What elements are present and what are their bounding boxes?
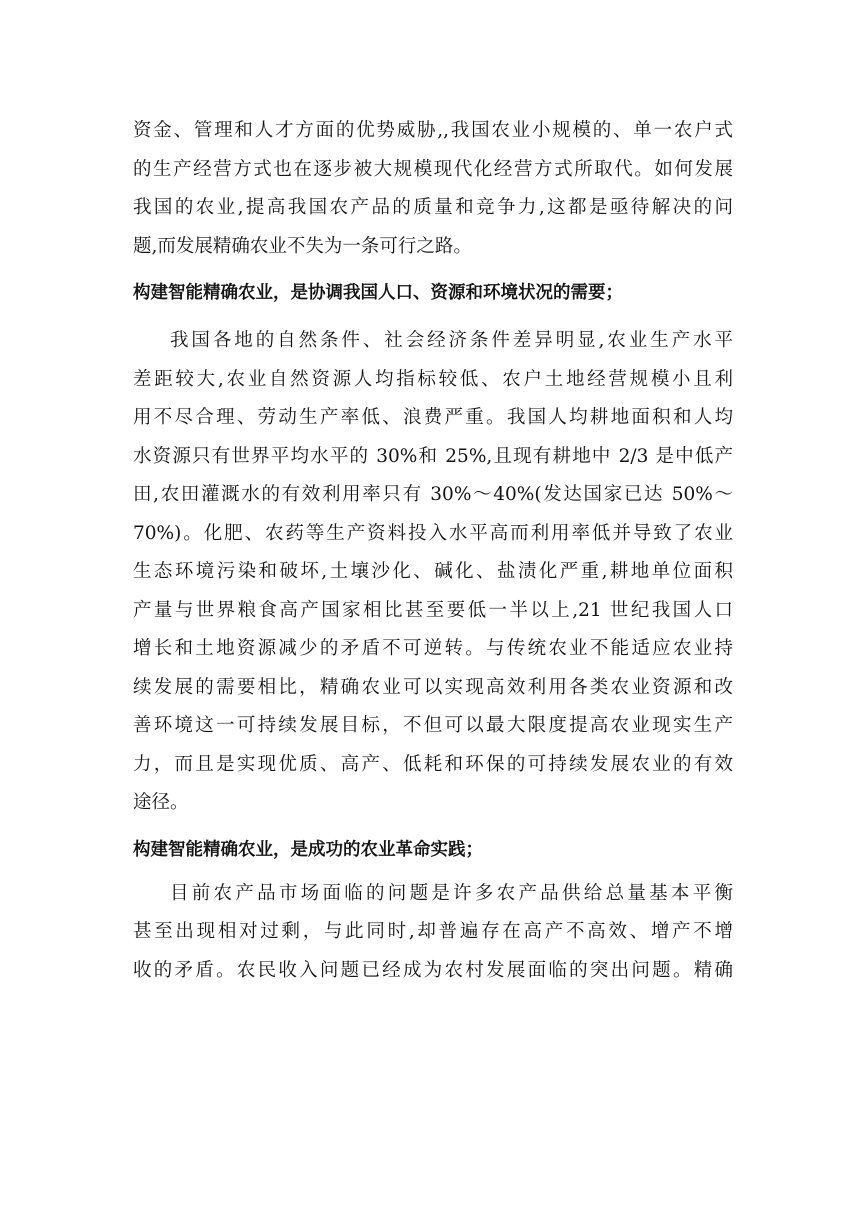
document-body: [133, 112, 733, 996]
text-line: 用不尽合理、劳动生产率低、浪费严重。我国人均耕地面积和人均: [133, 407, 733, 428]
paragraph-3: [133, 875, 733, 991]
text-line: 甚至出现相对过剩，与此同时,却普遍存在高产不高效、增产不增: [133, 921, 733, 942]
text-line: 田,农田灌溉水的有效利用率只有 30%～40%(发达国家已达 50%～: [133, 484, 733, 505]
text-line: 的生产经营方式也在逐步被大规模现代化经营方式所取代。如何发展: [133, 158, 733, 180]
text-line: 70%)。化肥、农药等生产资料投入水平高而利用率低并导致了农业: [133, 522, 733, 544]
text-line: 产量与世界粮食高产国家相比甚至要低一半以上,21 世纪我国人口: [133, 599, 733, 621]
text-line: 生态环境污染和破坏,土壤沙化、碱化、盐渍化严重,耕地单位面积: [133, 561, 733, 582]
text-line: 增长和土地资源减少的矛盾不可逆转。与传统农业不能适应农业持: [133, 638, 733, 659]
text-line: 目前农产品市场面临的问题是许多农产品供给总量基本平衡: [170, 882, 733, 904]
paragraph-2: [133, 322, 733, 823]
text-line: 续发展的需要相比，精确农业可以实现高效利用各类农业资源和改: [133, 676, 733, 698]
section-heading-1: 构建智能精确农业，是协调我国人口、资源和环境状况的需要；: [133, 283, 623, 303]
text-line: 力，而且是实现优质、高产、低耗和环保的可持续发展农业的有效: [133, 753, 733, 775]
text-line: 水资源只有世界平均水平的 30%和 25%,且现有耕地中 2/3 是中低产: [133, 445, 733, 467]
text-line: 差距较大,农业自然资源人均指标较低、农户土地经营规模小且利: [133, 368, 733, 390]
paragraph-1: [133, 112, 733, 266]
text-line: 我国的农业,提高我国农产品的质量和竞争力,这都是亟待解决的问: [133, 197, 733, 218]
text-line: 题,而发展精确农业不失为一条可行之路。: [133, 235, 472, 257]
text-line: 善环境这一可持续发展目标，不但可以最大限度提高农业现实生产: [133, 715, 733, 736]
section-heading-2: 构建智能精确农业，是成功的农业革命实践；: [133, 839, 483, 860]
text-line: 途径。: [133, 792, 189, 813]
text-line: 我国各地的自然条件、社会经济条件差异明显,农业生产水平: [170, 330, 733, 351]
text-line: 资金、管理和人才方面的优势威胁,,我国农业小规模的、单一农户式: [133, 120, 733, 141]
text-line: 收的矛盾。农民收入问题已经成为农村发展面临的突出问题。精确: [133, 959, 733, 981]
